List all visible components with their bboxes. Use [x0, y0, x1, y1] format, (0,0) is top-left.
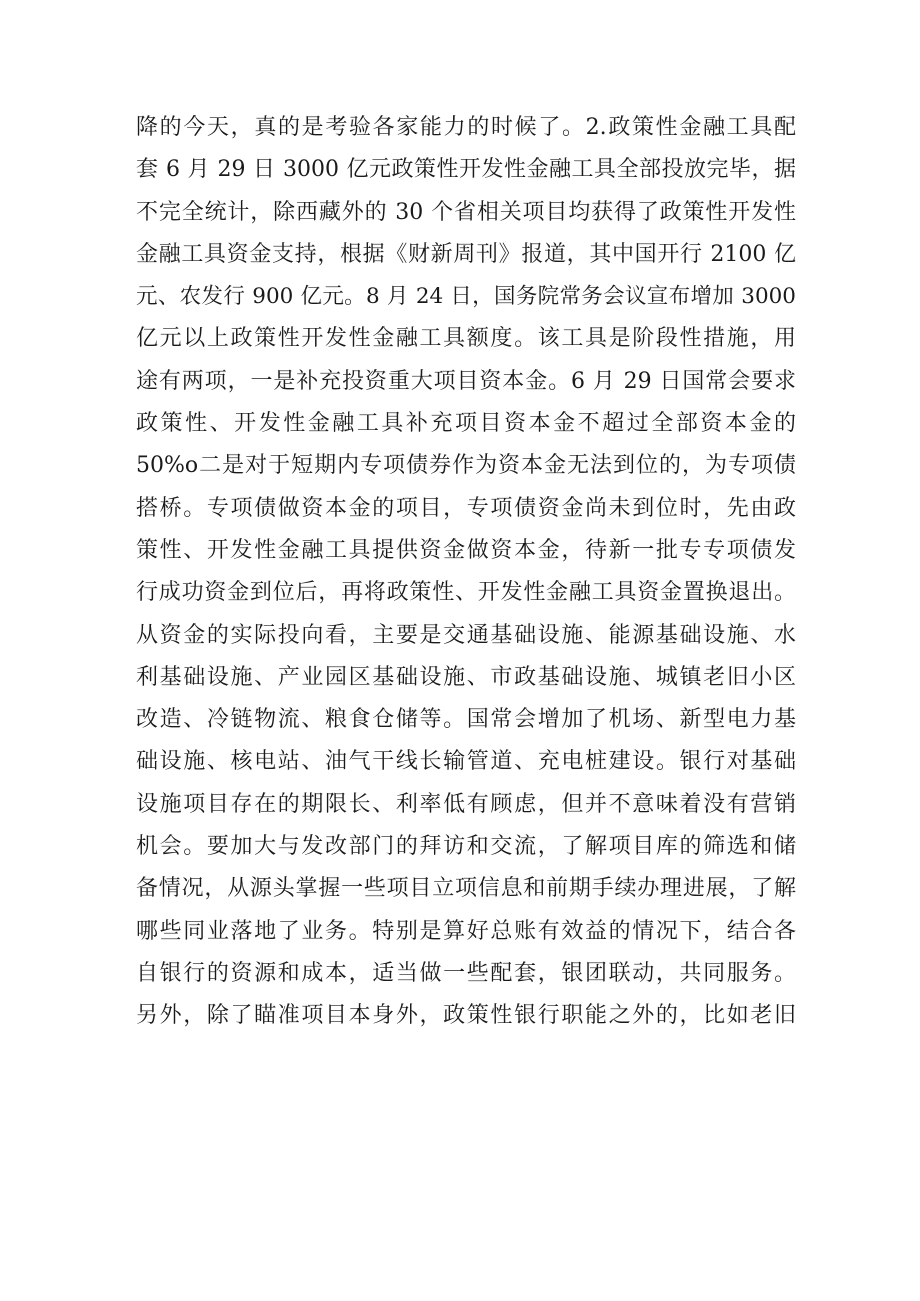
text-line: 机会。要加大与发改部门的拜访和交流，了解项目库的筛选和储 [136, 834, 796, 860]
text-line: 自银行的资源和成本，适当做一些配套，银团联动，共同服务。 [136, 960, 796, 986]
text-line: 另外，除了瞄准项目本身外，政策性银行职能之外的，比如老旧 [136, 1003, 796, 1029]
body-text [136, 107, 796, 1038]
text-line: 从资金的实际投向看，主要是交通基础设施、能源基础设施、水 [136, 622, 796, 648]
text-line: 套 6 月 29 日 3000 亿元政策性开发性金融工具全部投放完毕，据 [136, 157, 796, 183]
text-line: 行成功资金到位后，再将政策性、开发性金融工具资金置换退出。 [136, 580, 796, 606]
text-line: 备情况，从源头掌握一些项目立项信息和前期手续办理进展，了解 [136, 876, 796, 902]
text-line: 不完全统计，除西藏外的 30 个省相关项目均获得了政策性开发性 [136, 199, 796, 225]
text-line: 础设施、核电站、油气干线长输管道、充电桩建设。银行对基础 [136, 749, 796, 775]
text-line: 政策性、开发性金融工具补充项目资本金不超过全部资本金的 [136, 411, 796, 437]
text-line: 改造、冷链物流、粮食仓储等。国常会增加了机场、新型电力基 [136, 707, 796, 733]
text-line: 哪些同业落地了业务。特别是算好总账有效益的情况下，结合各 [136, 918, 796, 944]
text-line: 搭桥。专项债做资本金的项目，专项债资金尚未到位时，先由政 [136, 495, 796, 521]
text-line: 策性、开发性金融工具提供资金做资本金，待新一批专专项债发 [136, 537, 796, 563]
text-line: 亿元以上政策性开发性金融工具额度。该工具是阶段性措施，用 [136, 326, 796, 352]
text-line: 途有两项，一是补充投资重大项目资本金。6 月 29 日国常会要求 [136, 368, 796, 394]
text-line: 降的今天，真的是考验各家能力的时候了。2.政策性金融工具配 [136, 115, 796, 140]
text-line: 金融工具资金支持，根据《财新周刊》报道，其中国开行 2100 亿 [136, 241, 796, 267]
text-line: 设施项目存在的期限长、利率低有顾虑，但并不意味着没有营销 [136, 791, 796, 817]
text-line: 元、农发行 900 亿元。8 月 24 日，国务院常务会议宣布增加 3000 [136, 284, 796, 310]
text-line: 50%o二是对于短期内专项债券作为资本金无法到位的，为专项债 [136, 453, 796, 479]
text-line: 利基础设施、产业园区基础设施、市政基础设施、城镇老旧小区 [136, 664, 796, 690]
